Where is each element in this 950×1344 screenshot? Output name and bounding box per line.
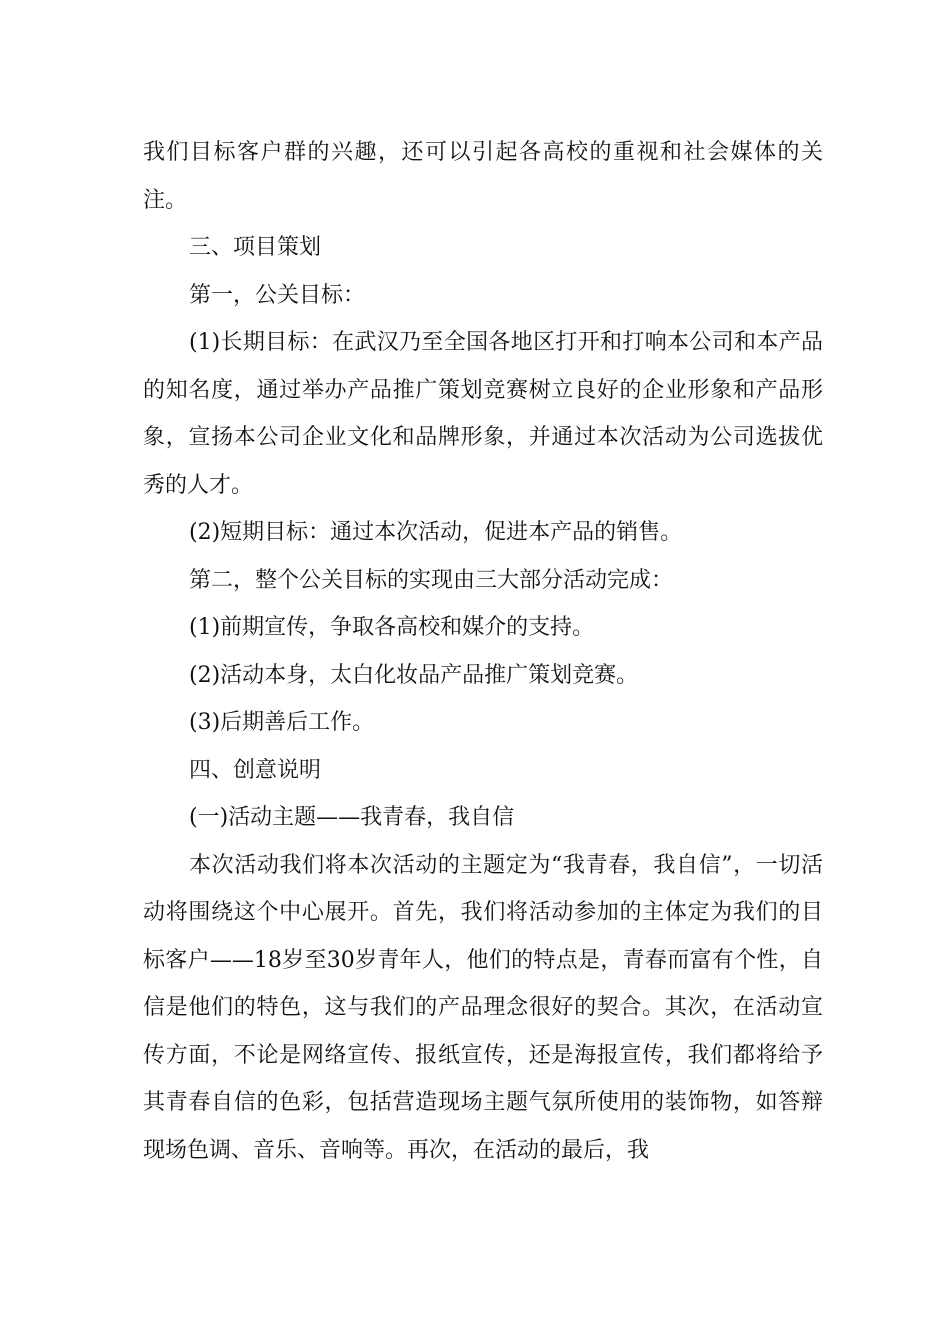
subheading-three-parts: 第二，整个公关目标的实现由三大部分活动完成： [189,567,674,593]
list-item-pre-promotion: (1)前期宣传，争取各高校和媒介的支持。 [189,615,595,640]
list-item-follow-up: (3)后期善后工作。 [189,710,375,735]
paragraph-continuation: 我们目标客户群的兴趣，还可以引起各高校的重视和社会媒体的关注。 [143,140,823,213]
subheading-event-theme: (一)活动主题——我青春，我自信 [189,805,515,830]
section-heading-creative: 四、创意说明 [189,757,322,783]
section-heading-project-planning: 三、项目策划 [189,235,322,260]
list-item-event-itself: (2)活动本身，太白化妆品产品推广策划竞赛。 [189,662,639,688]
paragraph-long-term-goal: (1)长期目标：在武汉乃至全国各地区打开和打响本公司和本产品的知名度，通过举办产品推广策划竞赛树立良好的企业形象和产品形象，宣扬本公司企业文化和品牌形象，并通过本次活动为公司选拔优秀的人才。 [143,330,823,498]
paragraph-theme-description: 本次活动我们将本次活动的主题定为“我青春，我自信”，一切活动将围绕这个中心展开。首先，我们将活动参加的主体定为我们的目标客户——18岁至30岁青年人，他们的特点是，青春而富有个性，自信是他们的特色，这与我们的产品理念很好的契合。其次，在活动宣传方面，不论是网络宣传、报纸宣传，还是海报宣传，我们都将给予其青春自信的色彩，包括营造现场主题气氛所使用的装饰物，如答辩现场色调、音乐、音响等。再次，在活动的最后，我 [143,852,823,1163]
document-body [143,129,823,1174]
paragraph-short-term-goal: (2)短期目标：通过本次活动，促进本产品的销售。 [189,520,683,545]
subheading-pr-goals: 第一，公关目标： [189,282,366,308]
